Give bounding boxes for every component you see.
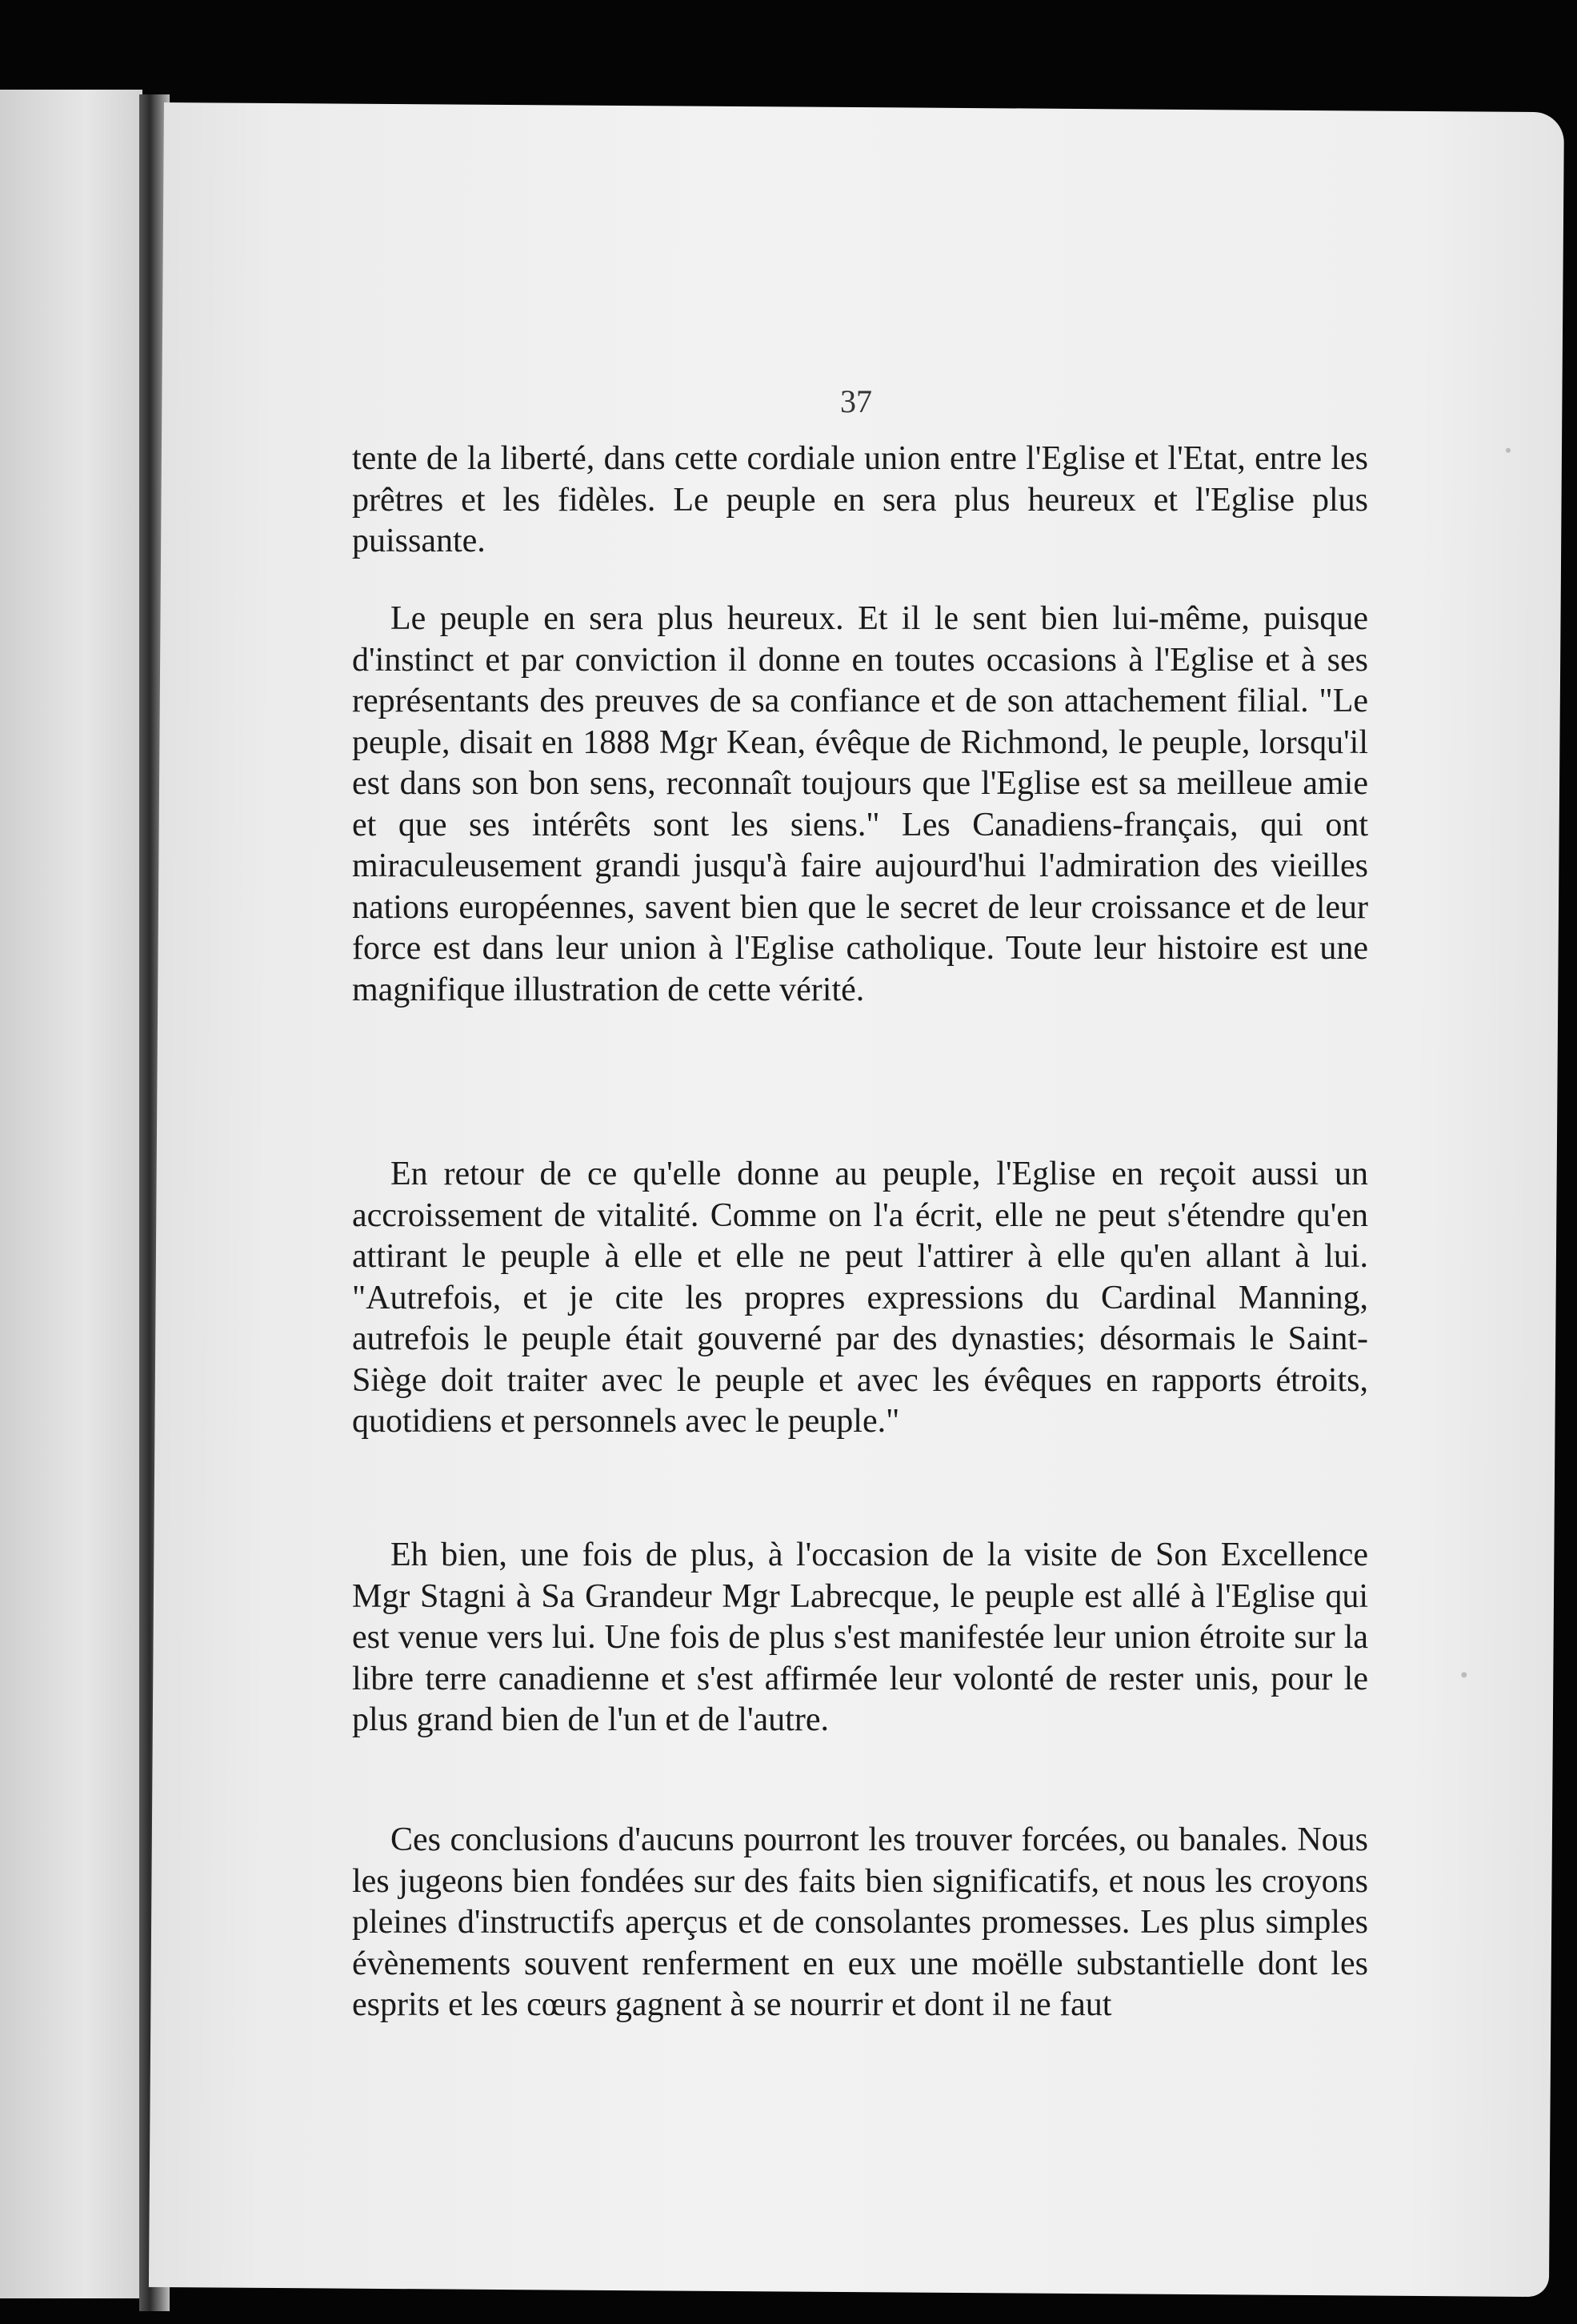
speck-mark: [1506, 448, 1511, 453]
paragraph-text: Le peuple en sera plus heureux. Et il le sent bien lui-même, puisque d'instinct et par conviction il donne en toutes occasions à l'Eglise et à ses représentants des preuves de sa confiance et de son attachement filial. "Le peuple, disait en 1888 Mgr Kean, évêque de Richmond, le peuple, lorsqu'il est dans son bon sens, reconnaît toujours que l'Eglise est sa meilleue amie et que ses intérêts sont les siens." Les Canadiens-français, qui ont miraculeusement grandi jusqu'à faire aujourd'hui l'admiration des vieilles nations européennes, savent bien que le secret de leur croissance et de leur force est dans leur union à l'Eglise catholique. Toute leur histoire est une magnifique illustration de cette vérité.: [352, 600, 1368, 1008]
facing-page-edge: [0, 90, 142, 2298]
paragraph: [352, 599, 1368, 1011]
paragraph-continuation: [352, 439, 1368, 563]
paragraph-text: Ces conclusions d'aucuns pourront les trouver forcées, ou banales. Nous les jugeons bien fondées sur des faits bien significatifs, et nous les croyons pleines d'instructifs aperçus et de consolantes promesses. Les plus simples évènements souvent renferment en eux une moëlle substantielle dont les esprits et les cœurs gagnent à se nourrir et dont il ne faut: [352, 1821, 1368, 2023]
paragraph: [352, 1154, 1368, 1443]
paragraph-text: tente de la liberté, dans cette cordiale union entre l'Eglise et l'Etat, entre les prêtres et les fidèles. Le peuple en sera plus heureux et l'Eglise plus puissante.: [352, 440, 1368, 559]
paragraph: [352, 1820, 1368, 2026]
speck-mark: [1461, 1672, 1467, 1677]
paragraph: [352, 1535, 1368, 1741]
paragraph-text: Eh bien, une fois de plus, à l'occasion de la visite de Son Excellence Mgr Stagni à Sa Grandeur Mgr Labrecque, le peuple est allé à l'Eglise qui est venue vers lui. Une fois de plus s'est manifestée leur union étroite sur la libre terre canadienne et s'est affirmée leur volonté de rester unis, pour le plus grand bien de l'un et de l'autre.: [352, 1537, 1368, 1738]
page-number: 37: [840, 383, 872, 419]
paragraph-text: En retour de ce qu'elle donne au peuple, l'Eglise en reçoit aussi un accroissement de vitalité. Comme on l'a écrit, elle ne peut s'étendre qu'en attirant le peuple à elle et elle ne peut l'attirer à elle qu'en allant à lui. "Autrefois, et je cite les propres expressions du Cardinal Manning, autrefois le peuple était gouverné par des dynasties; désormais le Saint-Siège doit traiter avec le peuple et avec les évêques en rapports étroits, quotidiens et personnels avec le peuple.": [352, 1156, 1368, 1440]
